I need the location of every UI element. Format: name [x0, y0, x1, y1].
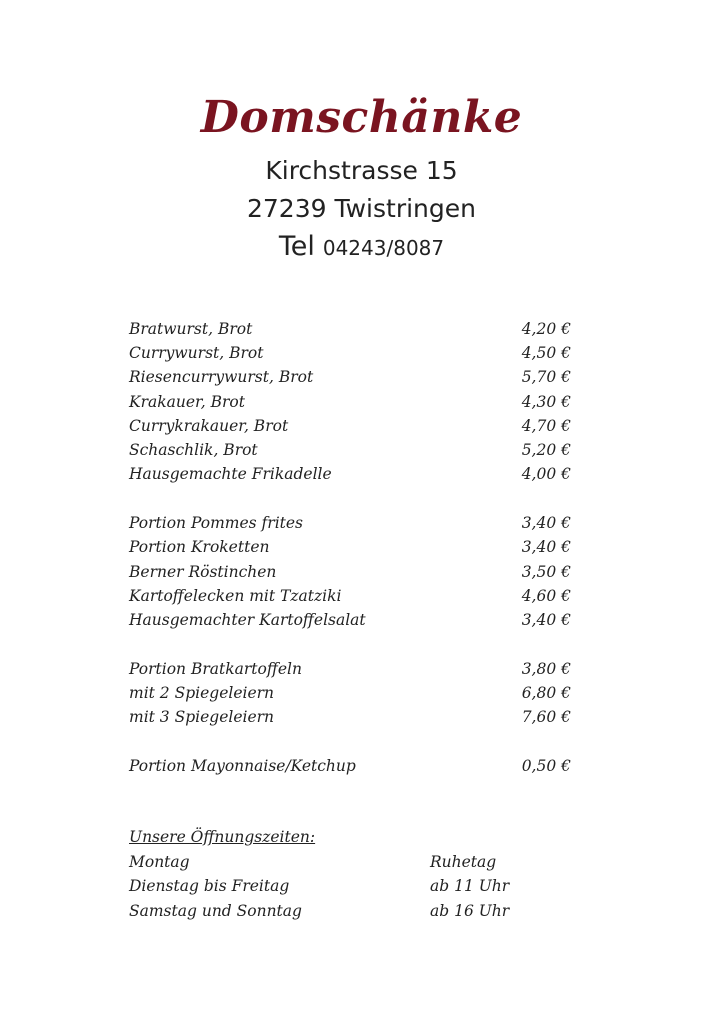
opening-hours-day: Dienstag bis Freitag	[129, 877, 290, 895]
menu-item	[129, 708, 571, 732]
menu-item	[129, 417, 571, 441]
menu-item-price: 3,80 €	[521, 660, 571, 678]
menu-item-name: mit 3 Spiegeleiern	[129, 708, 275, 726]
menu-item	[129, 465, 571, 489]
menu-item-name: Portion Bratkartoffeln	[129, 660, 302, 678]
menu-item-price: 3,40 €	[521, 514, 571, 532]
telephone	[0, 231, 723, 262]
telephone-label: Tel	[278, 231, 315, 262]
menu-item-name: Hausgemachter Kartoffelsalat	[129, 611, 366, 629]
menu-item	[129, 393, 571, 417]
menu-item-name: Kartoffelecken mit Tzatziki	[129, 587, 342, 605]
restaurant-name: Domschänke	[200, 92, 523, 143]
menu-item	[129, 563, 571, 587]
menu-item-price: 4,60 €	[521, 587, 571, 605]
menu-item-name: Currykrakauer, Brot	[129, 417, 289, 435]
menu-item-name: Portion Pommes frites	[129, 514, 304, 532]
menu-item-price: 5,70 €	[521, 368, 571, 386]
street-address: Kirchstrasse 15	[265, 156, 458, 185]
menu-item-price: 3,40 €	[521, 538, 571, 556]
menu-item-name: Krakauer, Brot	[129, 393, 245, 411]
menu-item-price: 7,60 €	[521, 708, 571, 726]
city-address: 27239 Twistringen	[247, 194, 476, 223]
menu-item-name: Riesencurrywurst, Brot	[129, 368, 314, 386]
opening-hours-row	[129, 853, 549, 877]
menu-item	[129, 344, 571, 368]
menu-item-name: Schaschlik, Brot	[129, 441, 258, 459]
menu-item-name: mit 2 Spiegeleiern	[129, 684, 275, 702]
menu-item-price: 6,80 €	[521, 684, 571, 702]
menu-item	[129, 320, 571, 344]
menu-item-price: 4,70 €	[521, 417, 571, 435]
menu-item-price: 5,20 €	[521, 441, 571, 459]
opening-hours-time: ab 16 Uhr	[430, 902, 510, 920]
menu-item	[129, 538, 571, 562]
menu-item-name: Bratwurst, Brot	[129, 320, 253, 338]
menu-item	[129, 441, 571, 465]
opening-hours-time: Ruhetag	[430, 853, 497, 871]
menu-item	[129, 684, 571, 708]
menu-item-price: 3,50 €	[521, 563, 571, 581]
menu-item	[129, 660, 571, 684]
menu-item	[129, 757, 571, 781]
menu-item-price: 0,50 €	[521, 757, 571, 775]
menu-item-name: Berner Röstinchen	[129, 563, 277, 581]
menu-item	[129, 514, 571, 538]
menu-item-price: 3,40 €	[521, 611, 571, 629]
menu-item-price: 4,20 €	[521, 320, 571, 338]
menu-item	[129, 611, 571, 635]
menu-item-price: 4,50 €	[521, 344, 571, 362]
telephone-number: 04243/8087	[322, 236, 445, 260]
opening-hours-day: Samstag und Sonntag	[129, 902, 302, 920]
menu-item-name: Currywurst, Brot	[129, 344, 264, 362]
opening-hours-time: ab 11 Uhr	[430, 877, 510, 895]
menu-item	[129, 587, 571, 611]
menu-item-name: Portion Kroketten	[129, 538, 270, 556]
menu-item-name: Portion Mayonnaise/Ketchup	[129, 757, 356, 775]
opening-hours-row	[129, 902, 549, 926]
opening-hours-heading: Unsere Öffnungszeiten:	[129, 828, 316, 846]
opening-hours-row	[129, 877, 549, 901]
menu-item	[129, 368, 571, 392]
opening-hours-day: Montag	[129, 853, 190, 871]
menu-item-price: 4,30 €	[521, 393, 571, 411]
menu-item-name: Hausgemachte Frikadelle	[129, 465, 332, 483]
menu-item-price: 4,00 €	[521, 465, 571, 483]
